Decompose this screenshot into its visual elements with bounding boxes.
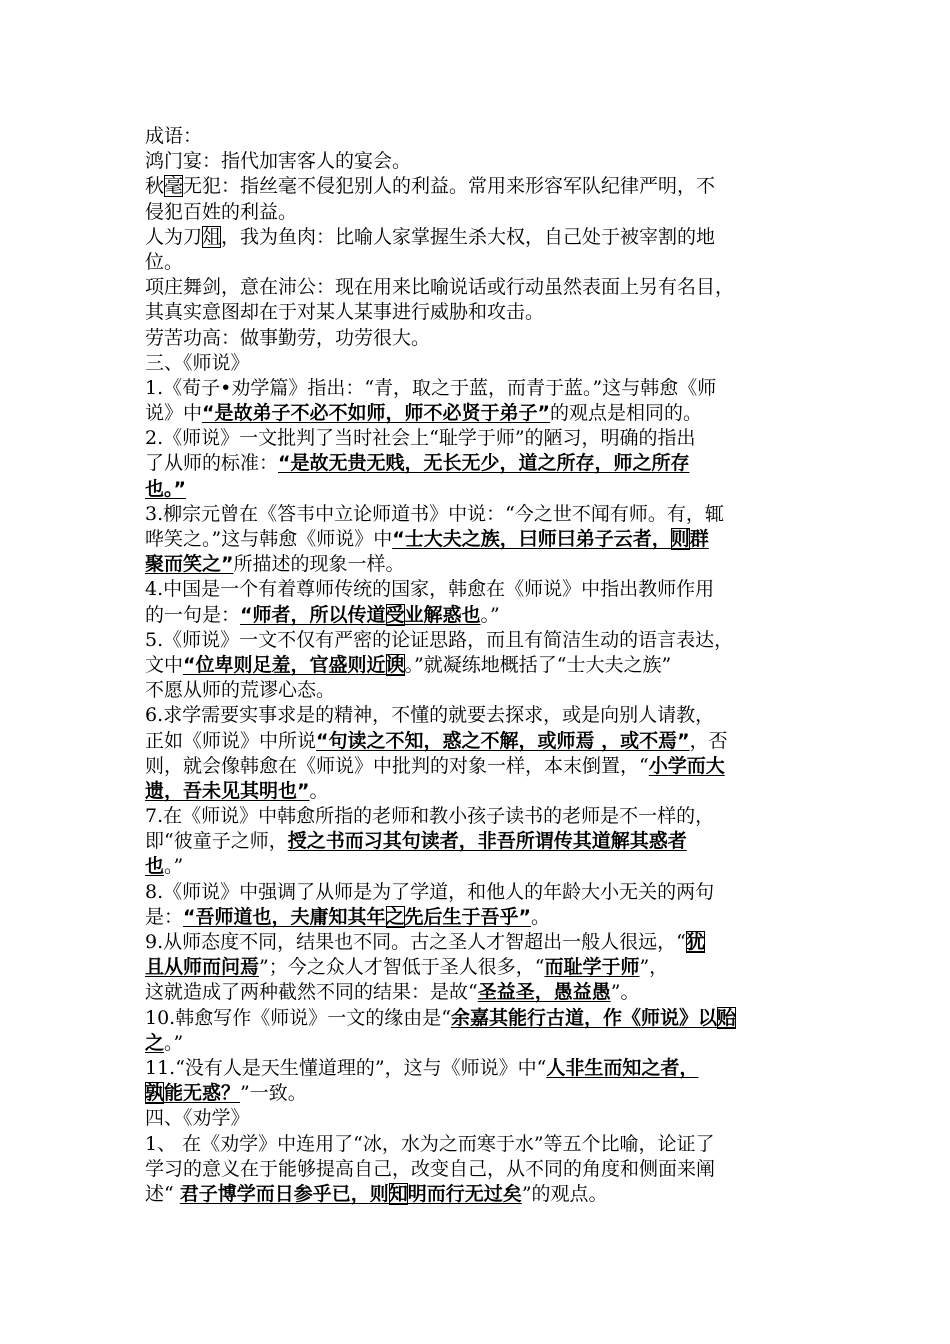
answer-text: 之 [145, 1031, 165, 1054]
boxed-char: 贻 [716, 1006, 736, 1029]
text-run: 劳苦功高：做事勤劳，功劳很大。 [145, 326, 431, 349]
boxed-char: 知 [388, 1182, 408, 1205]
boxed-char: 谀 [385, 653, 405, 676]
text-line [145, 1031, 813, 1056]
text-line [145, 376, 813, 401]
text-run: 秋 [145, 175, 165, 198]
answer-text: 小学而大 [648, 754, 725, 777]
text-line [145, 300, 813, 325]
text-run: 是： [145, 905, 184, 928]
text-line [145, 804, 813, 829]
text-run: 则，就会像韩愈在《师说》中批判的对象一样，本末倒置，“ [145, 754, 649, 777]
text-line [145, 502, 813, 527]
text-run: 述“ [145, 1182, 180, 1205]
text-run: ”一致。 [240, 1082, 307, 1105]
text-line [145, 477, 813, 502]
boxed-char: 之 [385, 905, 405, 928]
text-run: 的观点是相同的。 [550, 402, 703, 425]
text-line [145, 779, 813, 804]
text-run: ，否 [689, 729, 728, 752]
answer-text: 也。” [145, 477, 186, 500]
text-line [145, 603, 813, 628]
text-line [145, 1056, 813, 1081]
boxed-char: 受 [385, 603, 405, 626]
text-line [145, 678, 813, 703]
answer-text: “位卑则足羞，官盛则近 [183, 653, 386, 676]
text-line [145, 174, 813, 199]
text-run: 正如《师说》中所说 [145, 729, 317, 752]
text-run: 即“彼童子之师， [145, 830, 288, 853]
answer-text: “是故无贵无贱，无长无少，道之所存，师之所存 [278, 452, 690, 475]
text-run: 这就造成了两种截然不同的结果：是故“ [145, 981, 478, 1004]
text-run: 7.在《师说》中韩愈所指的老师和教小孩子读书的老师是不一样的， [145, 805, 715, 828]
text-run: 8.《师说》中强调了从师是为了学道，和他人的年龄大小无关的两句 [145, 880, 715, 903]
text-run: ”的观点。 [521, 1182, 608, 1205]
text-run: 成语： [145, 125, 203, 147]
text-line [145, 527, 813, 552]
text-run: ”；今之众人才智低于圣人很多，“ [259, 956, 545, 979]
text-run: 学习的意义在于能够提高自己，改变自己，从不同的角度和侧面来阐 [145, 1157, 716, 1180]
answer-text: 且从师而问焉 [145, 956, 260, 979]
text-line [145, 200, 813, 225]
text-run: 1、 在《劝学》中连用了“冰，水为之而寒于水”等五个比喻，论证了 [145, 1132, 715, 1155]
text-line [145, 275, 813, 300]
text-run: 11.“没有人是天生懂道理的”，这与《师说》中“ [145, 1056, 547, 1079]
text-line [145, 1081, 813, 1106]
answer-text: “句读之不知，惑之不解，或师焉 ，或不焉” [316, 729, 690, 752]
text-run: 。 [531, 905, 551, 928]
answer-text: 君子博学而日参乎已，则 [179, 1182, 389, 1205]
text-run: 。”就凝练地概括了“士大夫之族” [404, 653, 672, 676]
text-run: 4.中国是一个有着尊师传统的国家，韩愈在《师说》中指出教师作用 [145, 578, 715, 601]
text-run: 的一句是： [145, 603, 241, 626]
text-line [145, 149, 813, 174]
text-run: 5.《师说》一文不仅有严密的论证思路，而且有简洁生动的语言表达， [145, 628, 734, 651]
text-line [145, 754, 813, 779]
text-line [145, 351, 813, 376]
text-line [145, 1132, 813, 1157]
text-run: 文中 [145, 653, 184, 676]
text-run: 1.《荀子•劝学篇》指出：“青，取之于蓝，而青于蓝。”这与韩愈《师 [145, 376, 717, 399]
text-run: ”， [639, 956, 669, 979]
text-run: ”。 [610, 981, 640, 1004]
text-line [145, 703, 813, 728]
text-run: 说》中 [145, 402, 203, 425]
text-line [145, 854, 813, 879]
answer-text: “是故弟子不必不如师，师不必贤于弟子” [202, 402, 550, 425]
answer-text: 先后生于吾乎” [404, 905, 532, 928]
answer-text: “师者，所以传道 [240, 603, 386, 626]
answer-text: 而耻学于师 [544, 956, 640, 979]
text-run: 了从师的标准： [145, 452, 279, 475]
text-line [145, 628, 813, 653]
text-line [145, 577, 813, 602]
boxed-char: 毫 [164, 175, 184, 198]
text-line [145, 426, 813, 451]
text-line [145, 401, 813, 426]
answer-text: 业解惑也 [404, 603, 481, 626]
text-run: 鸿门宴：指代加害客人的宴会。 [145, 150, 412, 173]
answer-text: 能无惑？ [164, 1082, 241, 1105]
text-line [145, 451, 813, 476]
text-run: 所描述的现象一样。 [233, 553, 405, 576]
text-run: 。” [480, 603, 500, 626]
text-line [145, 1106, 813, 1131]
text-line [145, 905, 813, 930]
answer-text: “吾师道也，夫庸知其年 [183, 905, 386, 928]
text-run: 9.从师态度不同，结果也不同。古之圣人才智超出一般人很远，“ [145, 931, 686, 953]
text-run: 哗笑之。”这与韩愈《师说》中 [145, 528, 393, 550]
answer-text: 也 [145, 855, 165, 878]
text-run: 3.柳宗元曾在《答韦中立论师道书》中说：“今之世不闻有师。有，辄 [145, 502, 724, 525]
text-run: 无犯：指丝毫不侵犯别人的利益。常用来形容军队纪律严明，不 [183, 175, 716, 198]
document-text [145, 124, 813, 1207]
text-run: 项庄舞剑，意在沛公：现在用来比喻说话或行动虽然表面上另有名目， [145, 276, 735, 299]
text-line [145, 250, 813, 275]
text-line [145, 1006, 813, 1031]
answer-text: 圣益圣，愚益愚 [477, 981, 611, 1004]
text-run: 2.《师说》一文批判了当时社会上“耻学于师”的陋习，明确的指出 [145, 427, 696, 450]
boxed-char: 孰 [145, 1082, 165, 1105]
answer-text: 余嘉其能行古道，作《师说》以 [450, 1006, 717, 1029]
text-line [145, 980, 813, 1005]
boxed-char: 则 [670, 528, 690, 550]
text-line [145, 225, 813, 250]
answer-text: 人非生而知之者， [546, 1056, 699, 1079]
text-line [145, 880, 813, 905]
boxed-char: 俎 [202, 225, 222, 248]
text-run: 。” [164, 855, 184, 878]
answer-text: 群 [689, 528, 709, 550]
text-line [145, 552, 813, 577]
text-run: 6.求学需要实事求是的精神，不懂的就要去探求，或是向别人请教， [145, 704, 715, 727]
text-run: 人为刀 [145, 225, 203, 248]
text-line [145, 326, 813, 351]
answer-text: 遗，吾未见其明也” [145, 779, 310, 802]
text-line [145, 124, 813, 149]
answer-text: 聚而笑之” [145, 553, 234, 576]
text-run: 其真实意图却在于对某人某事进行威胁和攻击。 [145, 301, 545, 324]
text-run: 不愿从师的荒谬心态。 [145, 679, 336, 702]
text-run: ，我为鱼肉：比喻人家掌握生杀大权，自己处于被宰割的地 [221, 225, 716, 248]
answer-text: 授之书而习其句读者，非吾所谓传其道解其惑者 [287, 830, 687, 853]
text-line [145, 930, 813, 955]
boxed-char: 犹 [685, 931, 705, 953]
text-run: 三、《师说》 [145, 351, 250, 374]
answer-text: 明而行无过矣 [407, 1182, 522, 1205]
text-line [145, 955, 813, 980]
text-line [145, 1157, 813, 1182]
text-run: 10.韩愈写作《师说》一文的缘由是“ [145, 1006, 451, 1029]
answer-text: “士大夫之族，曰师曰弟子云者， [392, 528, 671, 550]
text-run: 四、《劝学》 [145, 1107, 250, 1130]
text-line [145, 1182, 813, 1207]
text-line [145, 829, 813, 854]
text-line [145, 729, 813, 754]
text-run: 位。 [145, 250, 184, 273]
text-run: 。” [164, 1031, 184, 1054]
text-run: 。 [309, 779, 329, 802]
text-run: 侵犯百姓的利益。 [145, 200, 298, 223]
text-line [145, 653, 813, 678]
